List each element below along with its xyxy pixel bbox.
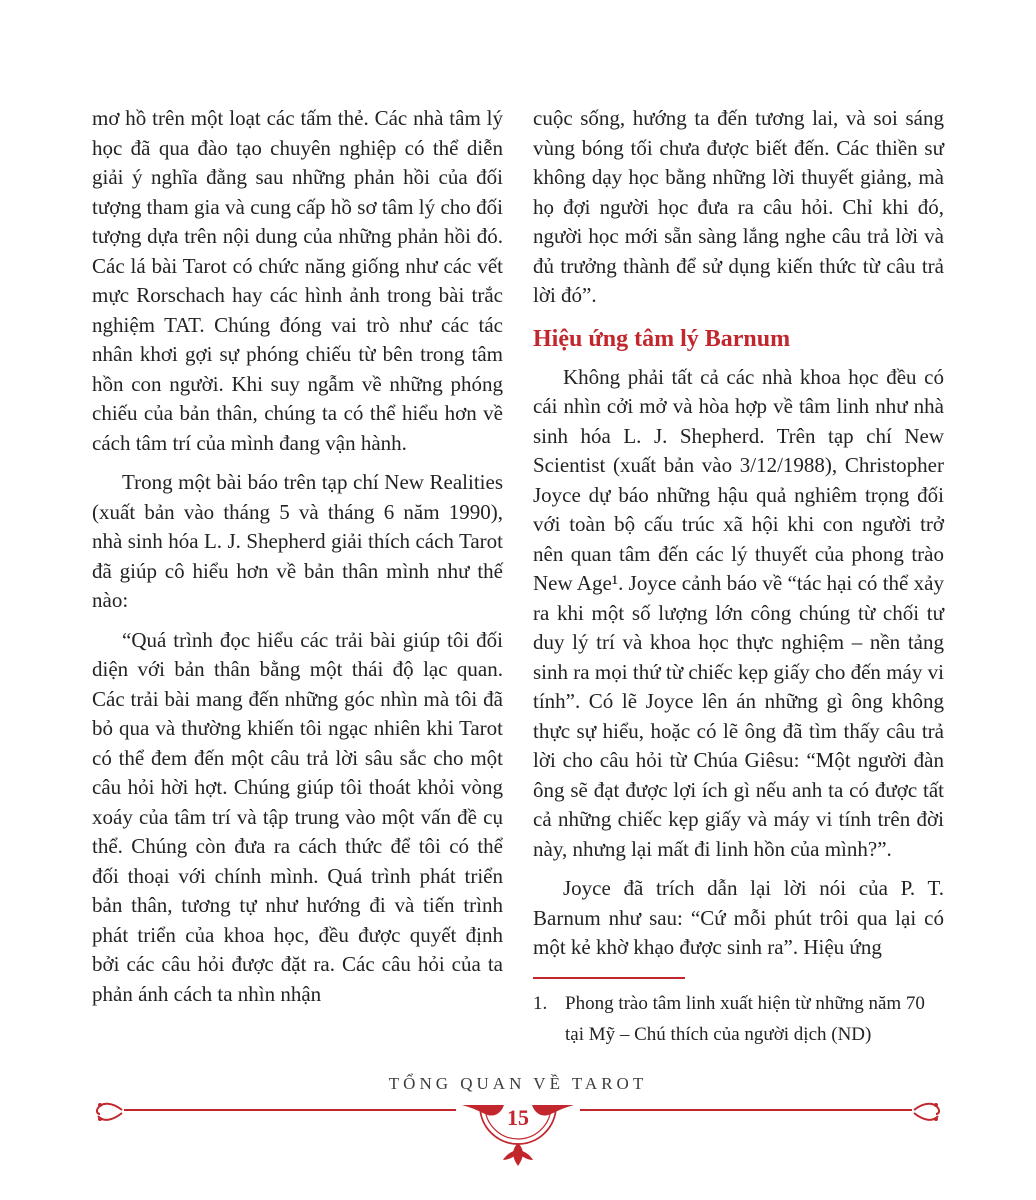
footnote-entry <box>533 988 944 1050</box>
paragraph-continuation: cuộc sống, hướng ta đến tương lai, và soi sáng vùng bóng tối chưa được biết đến. Các thiền sư không dạy học bằng những lời thuyết giảng, mà họ đợi người học đưa ra câu hỏi. Chỉ khi đó, người học mới sẵn sàng lắng nghe câu trả lời và đủ trưởng thành để sử dụng kiến thức từ câu trả lời đó”. <box>533 106 944 307</box>
right-column <box>533 104 944 1050</box>
paragraph-continuation: mơ hồ trên một loạt các tấm thẻ. Các nhà tâm lý học đã qua đào tạo chuyên nghiệp có thể diễn giải ý nghĩa đằng sau những phản hồi của đối tượng tham gia và cung cấp hồ sơ tâm lý cho đối tượng dựa trên nội dung của những phản hồi đó. Các lá bài Tarot có chức năng giống như các vết mực Rorschach hay các hình ảnh trong bài trắc nghiệm TAT. Chúng đóng vai trò như các tác nhân khơi gợi sự phóng chiếu từ bên trong tâm hồn con người. Khi suy ngẫm về những phóng chiếu của bản thân, chúng ta có thể hiểu hơn về cách tâm trí của mình đang vận hành. <box>92 106 503 455</box>
paragraph: Joyce đã trích dẫn lại lời nói của P. T. Barnum như sau: “Cứ mỗi phút trôi qua lại có một kẻ khờ khạo được sinh ra”. Hiệu ứng <box>533 876 944 959</box>
footnote-divider <box>533 977 685 979</box>
page-number: 15 <box>507 1105 529 1130</box>
flourish-icon <box>94 1100 124 1124</box>
running-title: TỔNG QUAN VỀ TAROT <box>388 1074 648 1093</box>
section-heading: Hiệu ứng tâm lý Barnum <box>533 325 791 352</box>
footnote <box>533 977 944 1050</box>
paragraph: Trong một bài báo trên tạp chí New Realities (xuất bản vào tháng 5 và tháng 6 năm 1990), nhà sinh hóa L. J. Shepherd giải thích cách Tarot đã giúp cô hiểu hơn về bản thân mình như thế nào: <box>92 470 503 612</box>
folio-ornament <box>458 1098 578 1170</box>
paragraph: Không phải tất cả các nhà khoa học đều có cái nhìn cởi mở và hòa hợp về tâm linh như nhà sinh hóa L. J. Shepherd. Trên tạp chí New Scientist (xuất bản vào 3/12/1988), Christopher Joyce dự báo những hậu quả nghiêm trọng đối với toàn bộ cấu trúc xã hội khi con người trở nên quan tâm đến các lý thuyết của phong trào New Age¹. Joyce cảnh báo về “tác hại có thể xảy ra khi một số lượng lớn công chúng từ chối tư duy lý trí và khoa học thực nghiệm – nền tảng sinh ra mọi thứ từ chiếc kẹp giấy cho đến máy vi tính”. Có lẽ Joyce lên án những gì ông không thực sự hiểu, hoặc có lẽ ông đã tìm thấy câu trả lời cho câu hỏi từ Chúa Giêsu: “Một người đàn ông sẽ đạt được lợi ích gì nếu anh ta có được tất cả những chiếc kẹp giấy và máy vi tính trên đời này, nhưng lại mất đi linh hồn của mình?”. <box>533 364 944 861</box>
page-body <box>92 104 945 1050</box>
page-footer <box>0 1074 1036 1170</box>
quote-paragraph: “Quá trình đọc hiểu các trải bài giúp tôi đối diện với bản thân bằng một thái độ lạc quan. Các trải bài mang đến những góc nhìn mà tôi đã bỏ qua và thường khiến tôi ngạc nhiên khi Tarot có thể đem đến một câu trả lời sâu sắc cho một câu hỏi hời hợt. Chúng giúp tôi thoát khỏi vòng xoáy của tâm trí và tập trung vào một vấn đề cụ thể. Chúng còn đưa ra cách thức để tôi có thể đối thoại với chính mình. Quá trình phát triển bản thân, tương tự như hướng đi và tiến trình phát triển của khoa học, đều được quyết định bởi các câu hỏi được đặt ra. Các câu hỏi của ta phản ánh cách ta nhìn nhận <box>92 627 503 1006</box>
footnote-marker: 1. <box>533 992 548 1014</box>
footnote-text: Phong trào tâm linh xuất hiện từ những năm 70 tại Mỹ – Chú thích của người dịch (ND) <box>565 992 925 1045</box>
flourish-icon <box>912 1100 942 1124</box>
left-column <box>92 104 503 1050</box>
footer-rule <box>0 1098 1036 1170</box>
footer-rule-line-left <box>124 1109 456 1111</box>
footer-rule-line-right <box>580 1109 912 1111</box>
